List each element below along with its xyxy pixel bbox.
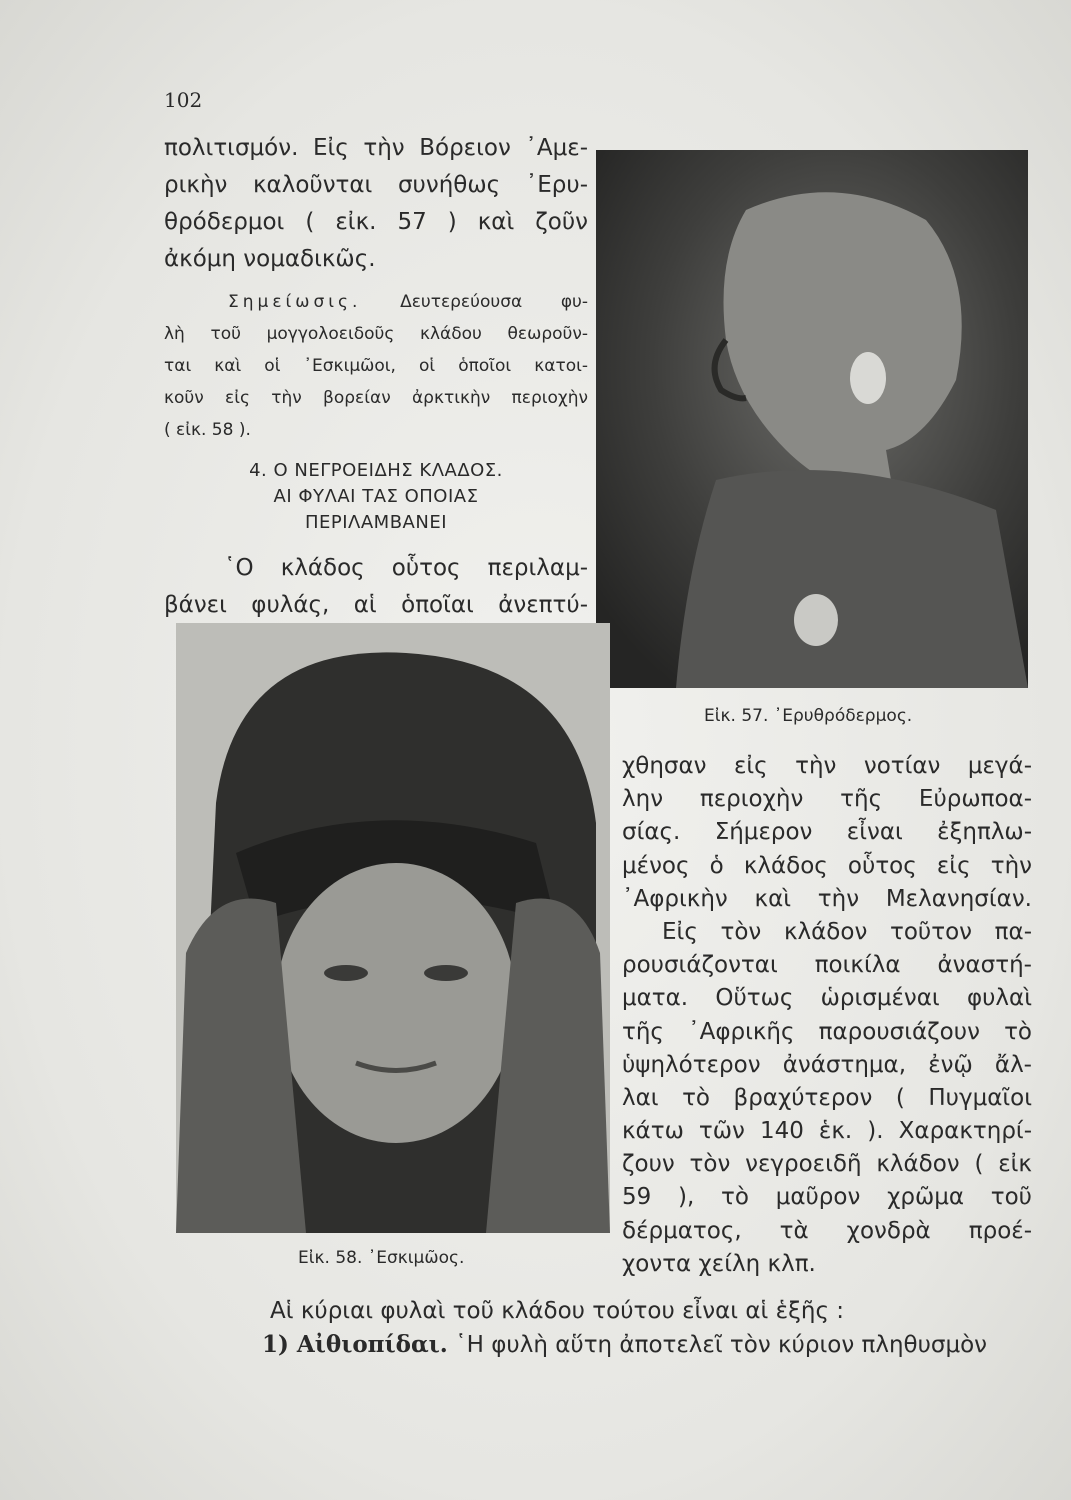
text-line: χοντα χείλη κλπ. xyxy=(622,1250,816,1277)
note-line xyxy=(164,286,588,318)
caption-figure-57: Εἰκ. 57. ᾿Ερυθρόδερμος. xyxy=(704,706,913,726)
right-column-text xyxy=(622,750,1032,1281)
note-label: Σημείωσις. xyxy=(228,292,362,312)
text-line: θρόδερμοι ( εἰκ. 57 ) καὶ ζοῦν xyxy=(164,209,588,235)
text-line: κάτω τῶν 140 ἑκ. ). Χαρακτηρί- xyxy=(622,1118,1032,1145)
heading-line: ΠΕΡΙΛΑΜΒΑΝΕΙ xyxy=(304,512,448,533)
caption-figure-58: Εἰκ. 58. ᾿Εσκιμῶος. xyxy=(298,1248,465,1268)
text-line: χθησαν εἰς τὴν νοτίαν μεγά- xyxy=(622,753,1032,779)
figure-57-photo xyxy=(596,150,1028,688)
text-line: ρουσιάζονται ποικίλα ἀναστή- xyxy=(622,952,1032,979)
text-line: πολιτισμόν. Εἰς τὴν Βόρειον ᾿Αμε- xyxy=(164,135,588,161)
text-line: σίας. Σήμερον εἶναι ἐξηπλω- xyxy=(622,819,1032,846)
note-line: ται καὶ οἱ ᾿Εσκιμῶοι, οἱ ὁποῖοι κατοι- xyxy=(164,356,588,376)
text-line: μένος ὁ κλάδος οὗτος εἰς τὴν xyxy=(622,852,1032,879)
section-heading xyxy=(164,458,588,536)
page-number: 102 xyxy=(164,88,203,112)
heading-line: 4. Ο ΝΕΓΡΟΕΙΔΗΣ ΚΛΑΔΟΣ. xyxy=(249,460,503,481)
text-line: ματα. Οὕτως ὡρισμέναι φυλαὶ xyxy=(622,985,1032,1012)
text-line: Εἰς τὸν κλάδον τοῦτον πα- xyxy=(662,918,1032,945)
list-item-title: 1) Αἰθιοπίδαι. xyxy=(262,1331,448,1358)
figure-58-photo xyxy=(176,623,610,1233)
text-line: ὑψηλότερον ἀνάστημα, ἐνῷ ἄλ- xyxy=(622,1051,1032,1078)
text-line: δέρματος, τὰ χονδρὰ προέ- xyxy=(622,1217,1032,1244)
left-column-text xyxy=(164,130,588,624)
text-line: τῆς ᾿Αφρικῆς παρουσιάζουν τὸ xyxy=(622,1018,1032,1045)
text-line xyxy=(262,1328,1034,1362)
heading-line: ΑΙ ΦΥΛΑΙ ΤΑΣ ΟΠΟΙΑΣ xyxy=(273,486,479,507)
full-width-text xyxy=(262,1294,1034,1362)
text-line: ζουν τὸν νεγροειδῆ κλάδον ( εἰκ xyxy=(622,1151,1032,1178)
text-line: Αἱ κύριαι φυλαὶ τοῦ κλάδου τούτου εἶναι αἱ ἑξῆς : xyxy=(270,1298,845,1324)
text-line: 59 ), τὸ μαῦρον χρῶμα τοῦ xyxy=(622,1184,1032,1211)
note-line: κοῦν εἰς τὴν βορείαν ἀρκτικὴν περιοχὴν xyxy=(164,388,588,408)
text-line: λην περιοχὴν τῆς Εὐρωποα- xyxy=(622,786,1032,813)
note-first-text: Δευτερεύουσα φυ- xyxy=(400,292,588,312)
list-item-text: ῾Η φυλὴ αὕτη ἀποτελεῖ τὸν κύριον πληθυσμὸν xyxy=(455,1332,988,1358)
text-line: λαι τὸ βραχύτερον ( Πυγμαῖοι xyxy=(622,1084,1032,1111)
text-line: ῾Ο κλάδος οὗτος περιλαμ- xyxy=(224,555,588,581)
text-line: βάνει φυλάς, αἱ ὁποῖαι ἀνεπτύ- xyxy=(164,592,588,618)
text-line: ᾿Αφρικὴν καὶ τὴν Μελανησίαν. xyxy=(622,885,1032,912)
note-line: ( εἰκ. 58 ). xyxy=(164,420,251,440)
note-line: λὴ τοῦ μογγολοειδοῦς κλάδου θεωροῦν- xyxy=(164,324,588,344)
text-line: ἀκόμη νομαδικῶς. xyxy=(164,246,376,272)
text-line: ρικὴν καλοῦνται συνήθως ᾿Ερυ- xyxy=(164,172,588,198)
